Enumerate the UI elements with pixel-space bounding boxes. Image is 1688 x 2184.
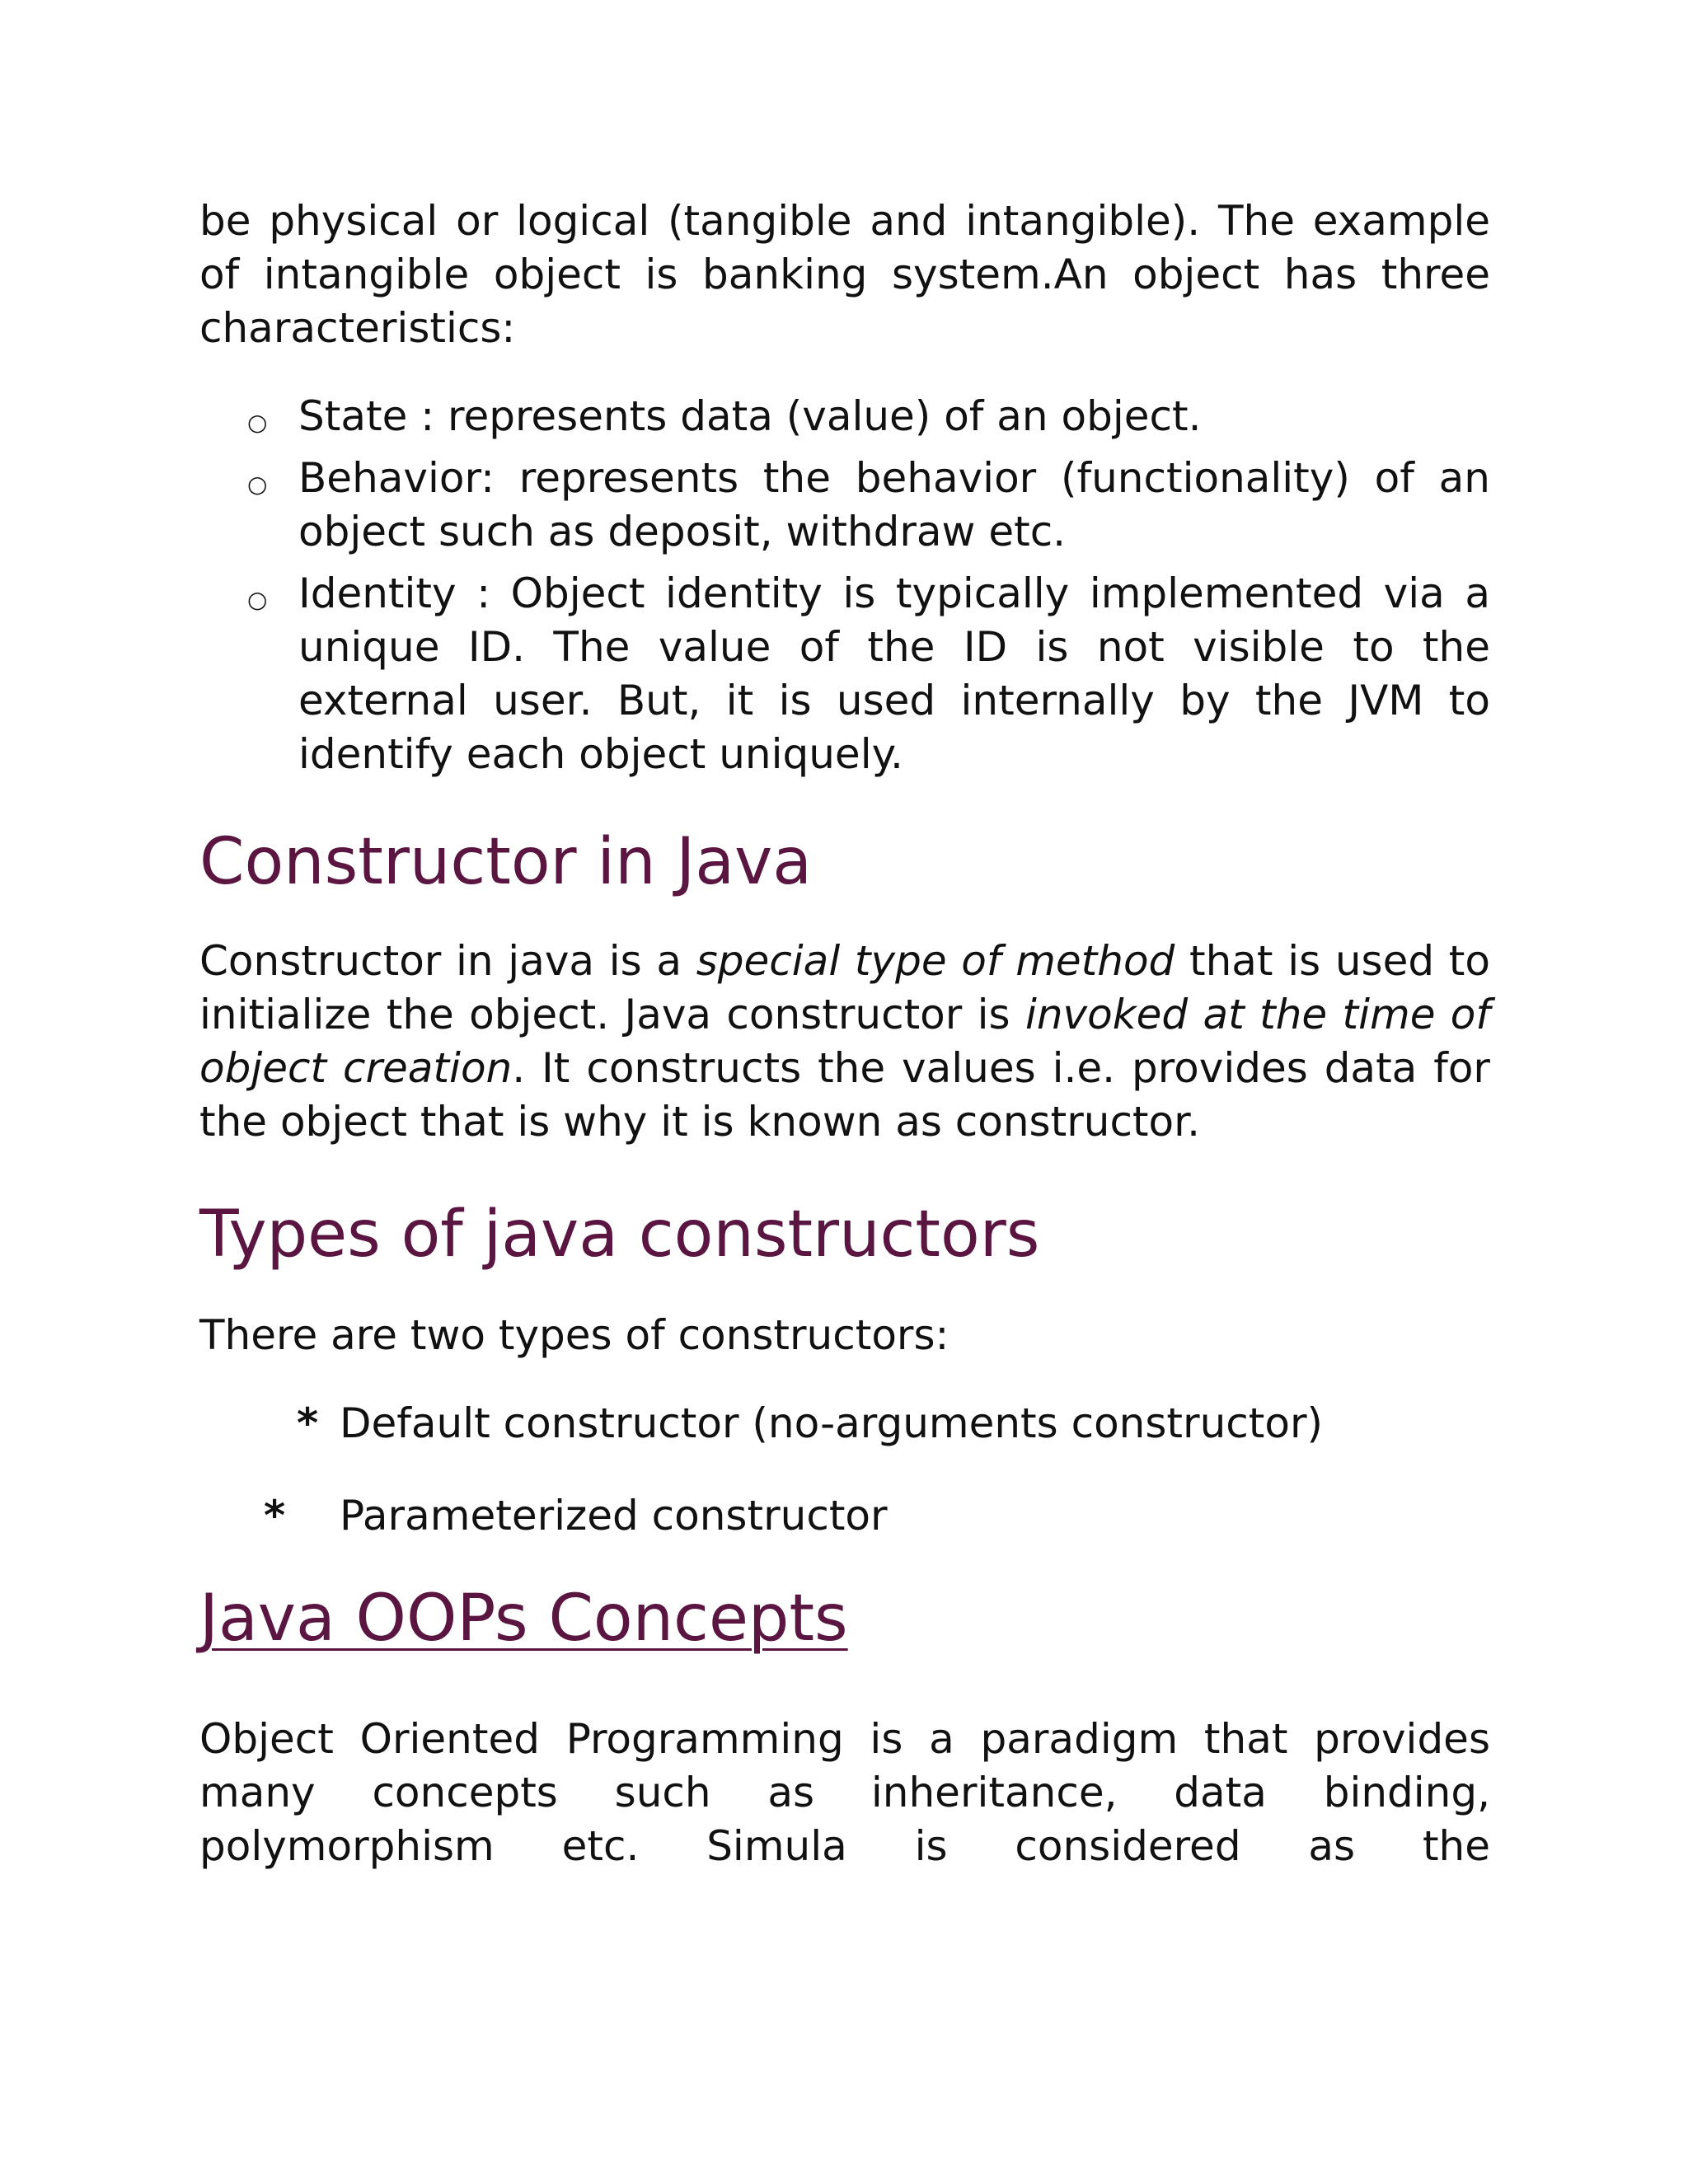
circle-bullet-icon: ○ xyxy=(247,586,268,613)
asterisk-bullet-icon: * xyxy=(264,1492,286,1540)
asterisk-bullet-icon: * xyxy=(297,1399,319,1447)
section-heading-types: Types of java constructors xyxy=(199,1197,1040,1272)
section-heading-oops: Java OOPs Concepts xyxy=(199,1582,848,1656)
list-item xyxy=(247,390,1490,443)
emphasis-text: invoked at the time of object creation xyxy=(199,991,1490,1092)
list-item xyxy=(247,567,1490,781)
list-item xyxy=(199,1397,1490,1451)
list-item-text: Parameterized constructor xyxy=(340,1492,888,1540)
paragraph-text: Constructor in java is a xyxy=(199,937,696,985)
circle-bullet-icon: ○ xyxy=(247,409,268,436)
list-item-text: Behavior: represents the behavior (functionality) of an object such as deposit, withdraw etc. xyxy=(298,454,1490,555)
characteristics-list xyxy=(199,390,1490,781)
emphasis-text: special type of method xyxy=(696,937,1175,985)
section-heading-constructor: Constructor in Java xyxy=(199,825,813,899)
paragraph-text: that is used to initialize the object. Java constructor is xyxy=(199,937,1490,1038)
list-item xyxy=(199,1489,1490,1543)
oops-paragraph: Object Oriented Programming is a paradigm that provides many concepts such as inheritance, data binding, polymorphism etc. Simula is considered as the xyxy=(199,1715,1490,1870)
list-item xyxy=(247,452,1490,559)
list-item-text: State : represents data (value) of an object. xyxy=(298,392,1202,440)
types-lead-paragraph: There are two types of constructors: xyxy=(199,1311,950,1359)
intro-paragraph: be physical or logical (tangible and intangible). The example of intangible object is banking system.An object has three characteristics: xyxy=(199,197,1490,352)
constructor-paragraph xyxy=(199,935,1490,1149)
circle-bullet-icon: ○ xyxy=(247,471,268,498)
document-page xyxy=(199,194,1490,1873)
list-item-text: Identity : Object identity is typically implemented via a unique ID. The value of the ID is not visible to the external user. But, it is used internally by the JVM to identify each object uniquely. xyxy=(298,569,1490,778)
paragraph-text: . It constructs the values i.e. provides data for the object that is why it is known as constructor. xyxy=(199,1044,1490,1146)
list-item-text: Default constructor (no-arguments constructor) xyxy=(340,1399,1324,1447)
